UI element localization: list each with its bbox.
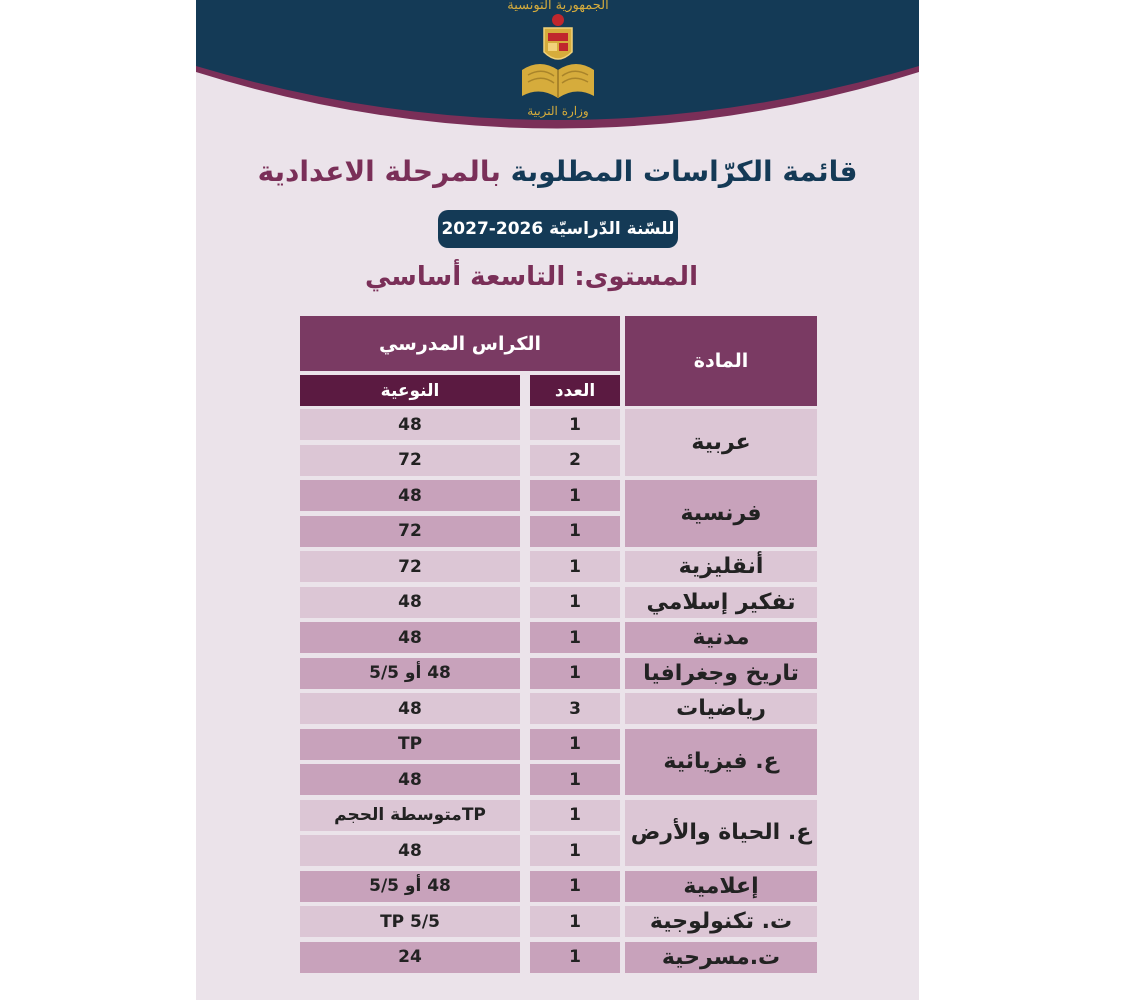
count-cell: 1	[530, 800, 620, 831]
count-column-header: العدد	[530, 375, 620, 406]
type-cell: 48	[300, 693, 520, 724]
subject-cell: إعلامية	[625, 871, 817, 902]
type-cell: 24	[300, 942, 520, 973]
subject-cell: ع. الحياة والأرض	[625, 800, 817, 867]
school-year-badge: للسّنة الدّراسيّة 2026-2027	[438, 210, 678, 248]
type-cell: 48	[300, 764, 520, 795]
subject-cell: تفكير إسلامي	[625, 587, 817, 618]
subject-column-header: المادة	[625, 316, 817, 406]
type-cell: 48	[300, 480, 520, 511]
type-cell: 48 أو 5/5	[300, 871, 520, 902]
subject-cell: رياضيات	[625, 693, 817, 724]
count-cell: 1	[530, 516, 620, 547]
type-cell: TPمتوسطة الحجم	[300, 800, 520, 831]
notebook-column-header: الكراس المدرسي	[300, 316, 620, 371]
type-cell: TP	[300, 729, 520, 760]
count-cell: 1	[530, 835, 620, 866]
emblem-bottom-text: وزارة التربية	[527, 104, 589, 118]
count-cell: 1	[530, 764, 620, 795]
subject-cell: ت.مسرحية	[625, 942, 817, 973]
type-cell: 72	[300, 445, 520, 476]
poster	[196, 0, 919, 1000]
count-cell: 3	[530, 693, 620, 724]
type-cell: 48	[300, 835, 520, 866]
count-cell: 1	[530, 906, 620, 937]
type-column-header: النوعية	[300, 375, 520, 406]
count-cell: 1	[530, 480, 620, 511]
type-cell: 48	[300, 622, 520, 653]
type-cell: 72	[300, 516, 520, 547]
count-cell: 1	[530, 622, 620, 653]
count-cell: 1	[530, 942, 620, 973]
count-cell: 1	[530, 587, 620, 618]
level-heading: المستوى: التاسعة أساسي	[365, 262, 698, 292]
subject-cell: تاريخ وجغرافيا	[625, 658, 817, 689]
count-cell: 1	[530, 409, 620, 440]
page-title	[196, 155, 919, 188]
title-part-1: قائمة الكرّاسات المطلوبة	[510, 155, 858, 188]
type-cell: 72	[300, 551, 520, 582]
count-cell: 1	[530, 729, 620, 760]
title-part-2: بالمرحلة الاعدادية	[257, 155, 501, 188]
type-cell: TP 5/5	[300, 906, 520, 937]
count-cell: 1	[530, 871, 620, 902]
subject-cell: مدنية	[625, 622, 817, 653]
subject-cell: أنقليزية	[625, 551, 817, 582]
type-cell: 48	[300, 587, 520, 618]
type-cell: 48	[300, 409, 520, 440]
count-cell: 1	[530, 551, 620, 582]
subject-cell: ع. فيزيائية	[625, 729, 817, 796]
emblem-top-text: الجمهورية التونسية	[507, 0, 609, 13]
subject-cell: فرنسية	[625, 480, 817, 547]
subject-cell: عربية	[625, 409, 817, 476]
count-cell: 1	[530, 658, 620, 689]
count-cell: 2	[530, 445, 620, 476]
type-cell: 48 أو 5/5	[300, 658, 520, 689]
subject-cell: ت. تكنولوجية	[625, 906, 817, 937]
